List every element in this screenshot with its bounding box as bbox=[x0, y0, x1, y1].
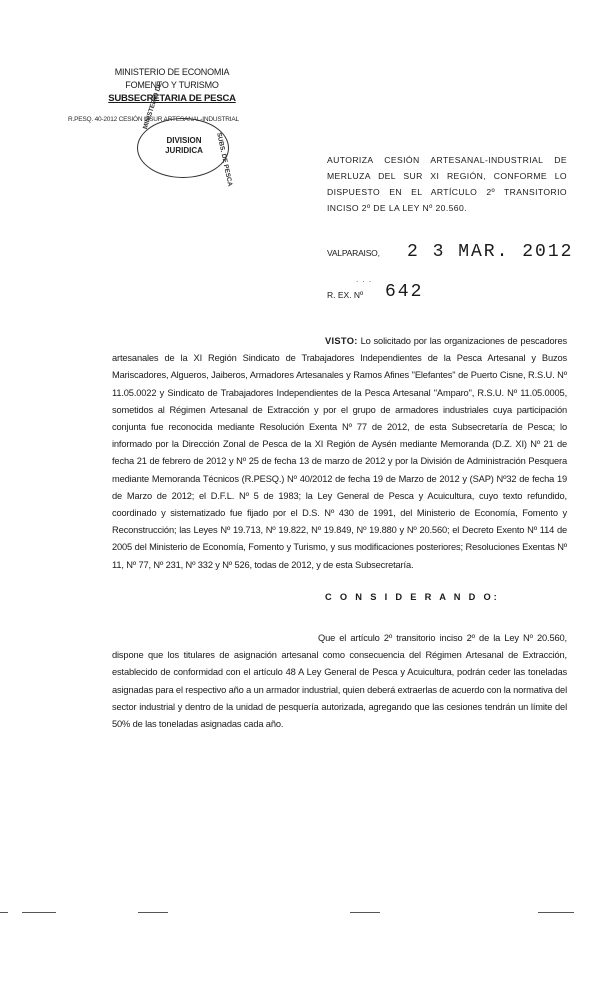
place-label: VALPARAISO, bbox=[327, 248, 380, 258]
rex-number: 642 bbox=[385, 282, 424, 302]
visto-label: VISTO: bbox=[325, 336, 358, 346]
letterhead bbox=[72, 66, 272, 105]
ministry-name: MINISTERIO DE ECONOMIA bbox=[114, 67, 230, 77]
file-reference: R.PESQ. 40-2012 CESIÓN MSUR ARTESANAL-INDUSTRIAL bbox=[68, 116, 239, 123]
ministry-subtitle: FOMENTO Y TURISMO bbox=[125, 80, 219, 90]
date-stamp: 2 3 MAR. 2012 bbox=[407, 242, 574, 262]
stamp-right-arc: SUBS. DE PESCA bbox=[215, 132, 234, 188]
footer-rule-4 bbox=[350, 912, 380, 913]
considerando-text: Que el artículo 2º transitorio inciso 2º de la Ley Nº 20.560, dispone que los titulares de asignación artesanal como consecuencia del Régimen Artesanal de Extracción, establecido de conformidad con el artículo 48 A Ley General de Pesca y Acuicultura, podrán ceder las toneladas asignadas para el respectivo año a un armador industrial, quien deberá extraerlas de acuerdo con la normativa del sector industrial y dentro de la unidad de pesquería autorizada, agregando que las cesiones tendrán un límite del 50% de las toneladas asignadas cada año. bbox=[112, 633, 567, 730]
considerando-paragraph bbox=[112, 630, 567, 733]
stamp-line-1: DIVISION bbox=[166, 136, 202, 145]
stamp-line-2: JURIDICA bbox=[165, 146, 203, 155]
visto-text: Lo solicitado por las organizaciones de pescadores artesanales de la XI Región Sindicato de Trabajadores Independientes de la Pesca Artesanal y Buzos Mariscadores, Algueros, Jaiberos, Armadores Artesanales y Ramos Afines "Elefantes" de Puerto Cisne, R.S.U. Nº 11.05.0022 y Sindicato de Trabajadores Independientes de la Pesca Artesanal "Amparo", R.S.U. Nº 11.05.0005, sometidos al Régimen Artesanal de Extracción y por el grupo de armadores industriales cuya participación conjunta fue reconocida mediante Resolución Exenta Nº 77 de 2012, de esta Subsecretaría de Pesca; lo informado por la Dirección Zonal de Pesca de la XI Región de Aysén mediante Memoranda (D.Z. XI) Nº 21 de fecha 21 de febrero de 2012 y Nº 25 de fecha 13 de marzo de 2012 y por la División de Administración Pesquera mediante Memoranda Técnicos (R.PESQ.) Nº 40/2012 de fecha 19 de Marzo de 2012 y (SAP) Nº32 de fecha 19 de Marzo de 2012; el D.F.L. Nº 5 de 1983; la Ley General de Pesca y Acuicultura, cuyo texto refundido, coordinado y sistematizado fue fijado por el D.S. Nº 430 de 1991, del Ministerio de Economía, Fomento y Reconstrucción; las Leyes Nº 19.713, Nº 19.822, Nº 19.849, Nº 19.880 y Nº 20.560; el Decreto Exento Nº 114 de 2005 del Ministerio de Economía, Fomento y Turismo, y sus modificaciones posteriores; Resoluciones Exentas Nº 11, Nº 77, Nº 231, Nº 332 y Nº 526, todas de 2012, y de esta Subsecretaría. bbox=[112, 336, 567, 570]
footer-rule-5 bbox=[538, 912, 574, 913]
resolution-subject: AUTORIZA CESIÓN ARTESANAL-INDUSTRIAL DE MERLUZA DEL SUR XI REGIÓN, CONFORME LO DISPUESTO EN EL ARTÍCULO 2º TRANSITORIO INCISO 2º DE LA LEY Nº 20.560. bbox=[327, 155, 567, 213]
rex-label: R. EX. Nº bbox=[327, 290, 364, 300]
place-date bbox=[327, 242, 587, 266]
stamp-left-arc: MINISTERIO DE bbox=[142, 81, 164, 131]
footer-rule-2 bbox=[22, 912, 56, 913]
undersecretariat-name: SUBSECRETARIA DE PESCA bbox=[108, 93, 236, 104]
stamp-center-text bbox=[158, 136, 210, 156]
resolution-number bbox=[327, 282, 527, 306]
considerando-heading: C O N S I D E R A N D O: bbox=[325, 592, 500, 602]
footer-rule-3 bbox=[138, 912, 168, 913]
footer-rule-1 bbox=[0, 912, 8, 913]
dots-mark: . . . bbox=[356, 275, 373, 284]
visto-section bbox=[112, 333, 567, 574]
